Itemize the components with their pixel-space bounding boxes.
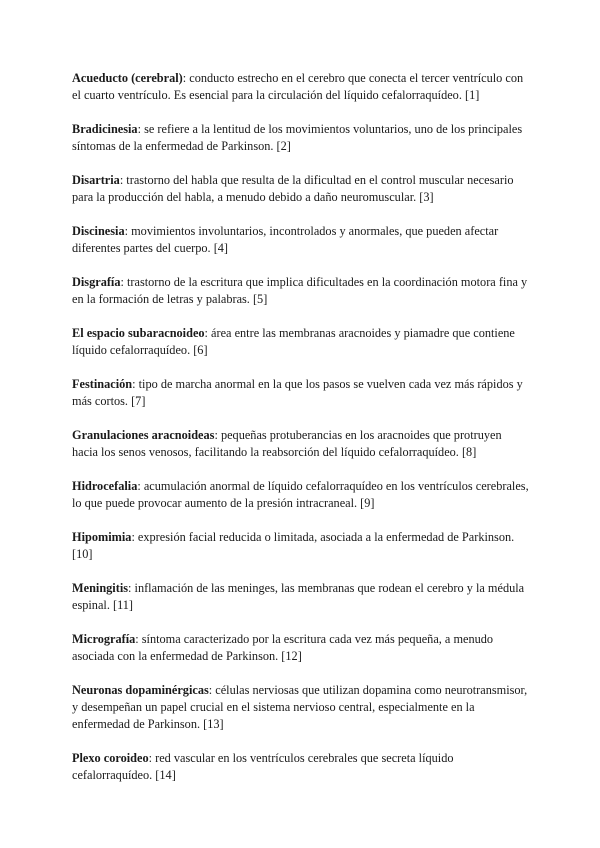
glossary-entry [72,682,530,733]
glossary-entry [72,121,530,155]
glossary-definition: : acumulación anormal de líquido cefalorraquídeo en los ventrículos cerebrales, lo que puede provocar aumento de la presión intracraneal. [9] [72,479,529,510]
glossary-definition: : expresión facial reducida o limitada, asociada a la enfermedad de Parkinson. [10] [72,530,515,561]
glossary-entry [72,223,530,257]
glossary-page [72,70,530,801]
glossary-definition: : tipo de marcha anormal en la que los pasos se vuelven cada vez más rápidos y más cortos. [7] [72,377,523,408]
glossary-definition: : pequeñas protuberancias en los aracnoides que protruyen hacia los senos venosos, facilitando la reabsorción del líquido cefalorraquídeo. [8] [72,428,502,459]
glossary-definition: : movimientos involuntarios, incontrolados y anormales, que pueden afectar diferentes partes del cuerpo. [4] [72,224,499,255]
glossary-term: Disartria [72,173,120,187]
glossary-term: Micrografía [72,632,136,646]
glossary-entry [72,172,530,206]
glossary-term: Disgrafía [72,275,121,289]
glossary-entry [72,325,530,359]
glossary-definition: : células nerviosas que utilizan dopamina como neurotransmisor, y desempeñan un papel crucial en el sistema nervioso central, especialmente en la enfermedad de Parkinson. [13] [72,683,528,731]
glossary-definition: : trastorno de la escritura que implica dificultades en la coordinación motora fina y en la formación de letras y palabras. [5] [72,275,528,306]
glossary-entry [72,70,530,104]
glossary-entry [72,750,530,784]
glossary-term: El espacio subaracnoideo [72,326,205,340]
glossary-definition: : conducto estrecho en el cerebro que conecta el tercer ventrículo con el cuarto ventrículo. Es esencial para la circulación del líquido cefalorraquídeo. [1] [72,71,524,102]
glossary-entry [72,580,530,614]
glossary-term: Granulaciones aracnoideas [72,428,215,442]
glossary-entry [72,376,530,410]
glossary-term: Hipomimia [72,530,132,544]
glossary-term: Hidrocefalia [72,479,138,493]
glossary-term: Meningitis [72,581,129,595]
glossary-term: Neuronas dopaminérgicas [72,683,209,697]
glossary-definition: : inflamación de las meninges, las membranas que rodean el cerebro y la médula espinal. [11] [72,581,525,612]
glossary-term: Plexo coroideo [72,751,149,765]
glossary-definition: : red vascular en los ventrículos cerebrales que secreta líquido cefalorraquídeo. [14] [72,751,454,782]
glossary-definition: : área entre las membranas aracnoides y piamadre que contiene líquido cefalorraquídeo. [6] [72,326,515,357]
glossary-entry [72,529,530,563]
glossary-term: Discinesia [72,224,125,238]
glossary-entry [72,478,530,512]
glossary-definition: : trastorno del habla que resulta de la dificultad en el control muscular necesario para la producción del habla, a menudo debido a daño neuromuscular. [3] [72,173,514,204]
glossary-definition: : síntoma caracterizado por la escritura cada vez más pequeña, a menudo asociada con la enfermedad de Parkinson. [12] [72,632,494,663]
glossary-entry [72,427,530,461]
glossary-term: Festinación [72,377,133,391]
glossary-definition: : se refiere a la lentitud de los movimientos voluntarios, uno de los principales síntomas de la enfermedad de Parkinson. [2] [72,122,523,153]
glossary-term: Bradicinesia [72,122,138,136]
glossary-entry [72,631,530,665]
glossary-term: Acueducto (cerebral) [72,71,183,85]
glossary-entry [72,274,530,308]
